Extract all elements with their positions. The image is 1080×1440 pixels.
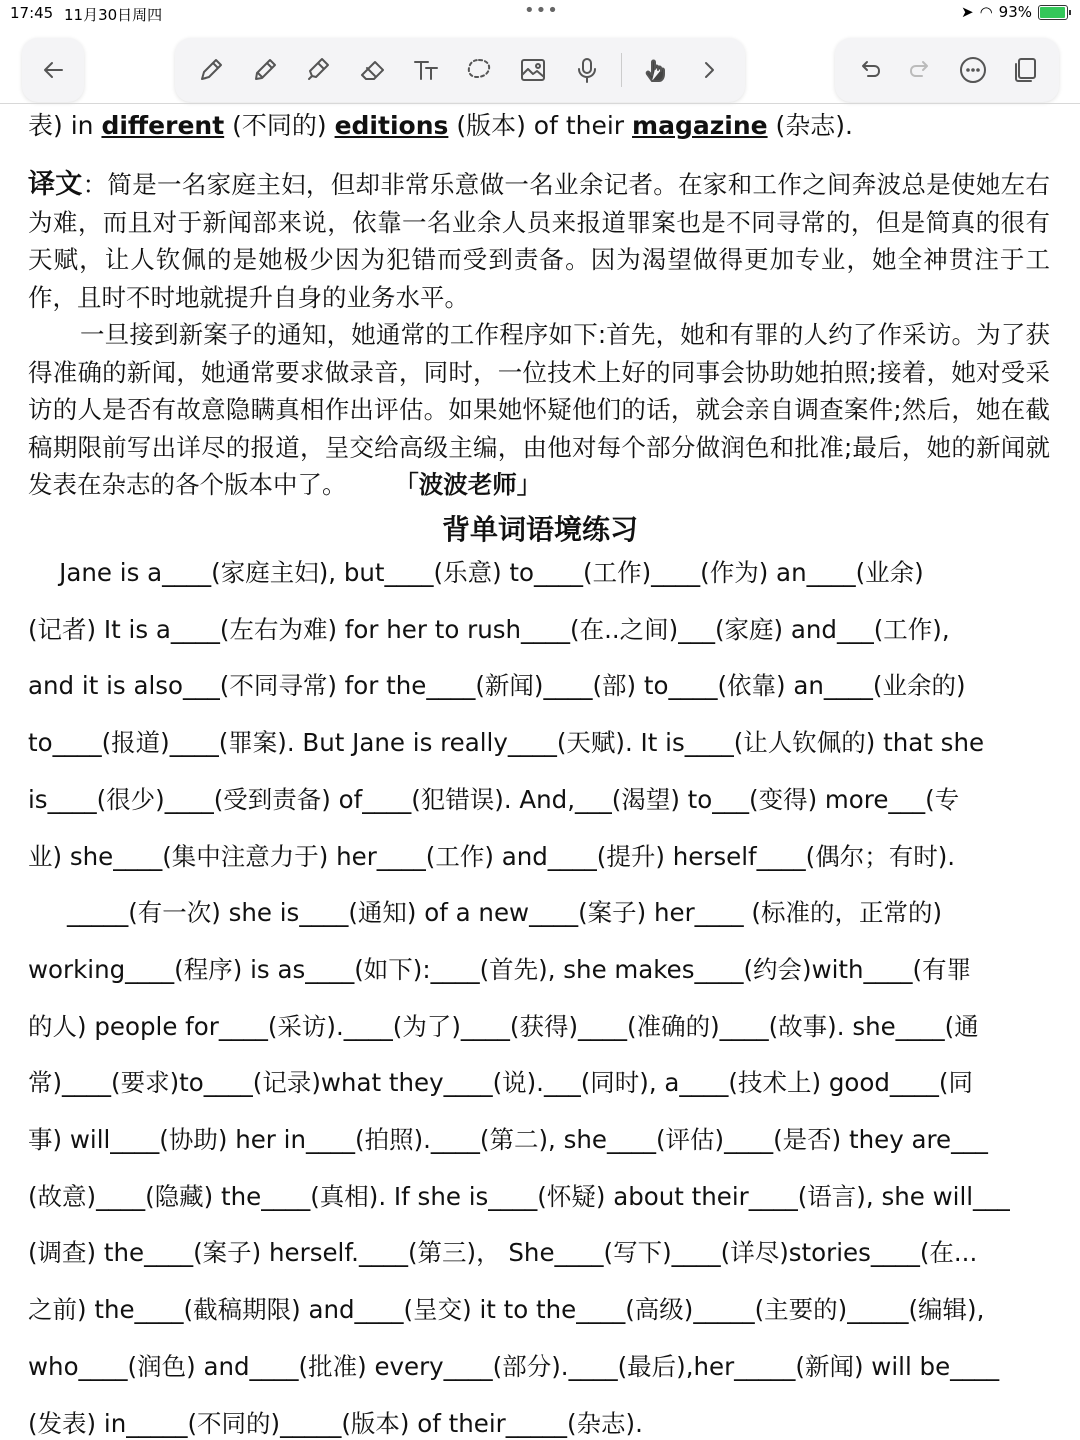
back-toolbar-group [22,38,84,102]
exercise-line: and it is also___(不同寻常) for the____(新闻)____(部) to____(依靠) an____(业余的) [28,671,966,701]
status-indicators [961,3,1068,21]
mic-icon[interactable] [567,50,607,90]
right-toolbar-group [835,38,1059,102]
exercise-line: 之前) the____(截稿期限) and____(呈交) it to the____(高级)_____(主要的)_____(编辑), [28,1295,985,1325]
exercise-line: 的人) people for____(采访).____(为了)____(获得)____(准确的)____(故事). she____(通 [28,1011,979,1041]
pages-icon[interactable] [1005,50,1045,90]
status-time: 17:45 [10,4,54,22]
signature: 「波波老师」 [406,470,542,499]
exercise-line: working____(程序) is as____(如下):____(首先), she makes____(约会)with____(有罪 [28,954,972,984]
exercise-line: 常)____(要求)to____(记录)what they____(说).___(同时), a____(技术上) good____(同 [28,1068,973,1098]
word-different: different [101,111,225,140]
multitasking-dots-icon[interactable]: ••• [524,0,559,21]
exercise-line: Jane is a____(家庭主妇), but____(乐意) to____(工作)____(作为) an____(业余) [28,558,924,587]
word-editions: editions [334,111,449,140]
image-icon[interactable] [513,50,553,90]
highlighter-icon[interactable] [298,50,338,90]
exercise-title: 背单词语境练习 [441,513,638,546]
battery-percent: 93% [998,3,1032,21]
status-bar [0,0,1080,26]
translation-section [28,166,1050,504]
translation-label: 译文 [28,169,83,200]
location-icon: ➤ [960,3,974,21]
translation-paragraph-1: 译文：简是一名家庭主妇，但却非常乐意做一名业余记者。在家和工作之间奔波总是使她左右为难，而且对于新闻部来说，依靠一名业余人员来报道罪案也是不同寻常的，但是简真的很有天赋，让人钦佩的是她极少因为犯错而受到责备。因为渴望做得更加专业，她全神贯注于工作，且时不时地就提升自身的业务水平。 [28,169,1050,312]
chevron-right-icon[interactable] [689,50,729,90]
exercise-line: (调查) the____(案子) herself.____(第三)， She____(写下)____(详尽)stories____(在... [28,1238,978,1268]
word-magazine: magazine [632,111,768,140]
back-icon[interactable] [33,50,73,90]
exercise-line: 事) will____(协助) her in____(拍照).____(第二), she____(评估)____(是否) they are___ [28,1125,988,1154]
wifi-icon: ◠ [979,3,993,21]
document-line-1: 表) in different (不同的) editions (版本) of their magazine (杂志). [28,111,853,140]
translation-paragraph-2: 一旦接到新案子的通知，她通常的工作程序如下:首先，她和有罪的人约了作采访。为了获得准确的新闻，她通常要求做录音，同时，一位技术上好的同事会协助她拍照;接着，她对受采访的人是否有故意隐瞒真相作出评估。如果她怀疑他们的话，就会亲自调查案件;然后，她在截稿期限前写出详尽的报道，呈交给高级主编，由他对每个部分做润色和批准;最后，她的新闻就发表在杂志的各个版本中了。 「波波老师」 [28,320,1051,499]
text-icon[interactable] [406,50,446,90]
touch-icon[interactable] [635,50,675,90]
exercise-line: (记者) It is a____(左右为难) for her to rush____(在..之间)___(家庭) and___(工作), [28,614,950,644]
tools-toolbar [175,38,745,102]
eraser-icon[interactable] [352,50,392,90]
exercise-line: (故意)____(隐藏) the____(真相). If she is____(怀疑) about their____(语言), she will___ [28,1181,1010,1211]
toolbar-separator [621,53,622,87]
pencil-icon[interactable] [245,50,285,90]
redo-icon[interactable] [901,50,941,90]
exercise-line: to____(报道)____(罪案). But Jane is really____(天赋). It is____(让人钦佩的) that she [28,728,985,758]
exercise-line: (发表) in_____(不同的)_____(版本) of their_____(杂志). [28,1408,643,1438]
exercise-line: who____(润色) and____(批准) every____(部分).____(最后),her_____(新闻) will be____ [28,1351,1000,1381]
more-icon[interactable] [953,50,993,90]
exercise-line: _____(有一次) she is____(通知) of a new____(案子) her____ (标准的，正常的) [28,898,943,928]
status-date: 11月30日周四 [64,6,163,24]
undo-icon[interactable] [849,50,889,90]
toolbar-divider [0,103,1080,104]
battery-icon [1038,5,1068,20]
exercise-line: is____(很少)____(受到责备) of____(犯错误). And,___(渴望) to___(变得) more___(专 [28,784,960,814]
exercise-line: 业) she____(集中注意力于) her____(工作) and____(提升) herself____(偶尔；有时). [28,841,956,871]
lasso-icon[interactable] [459,50,499,90]
pen-icon[interactable] [191,50,231,90]
